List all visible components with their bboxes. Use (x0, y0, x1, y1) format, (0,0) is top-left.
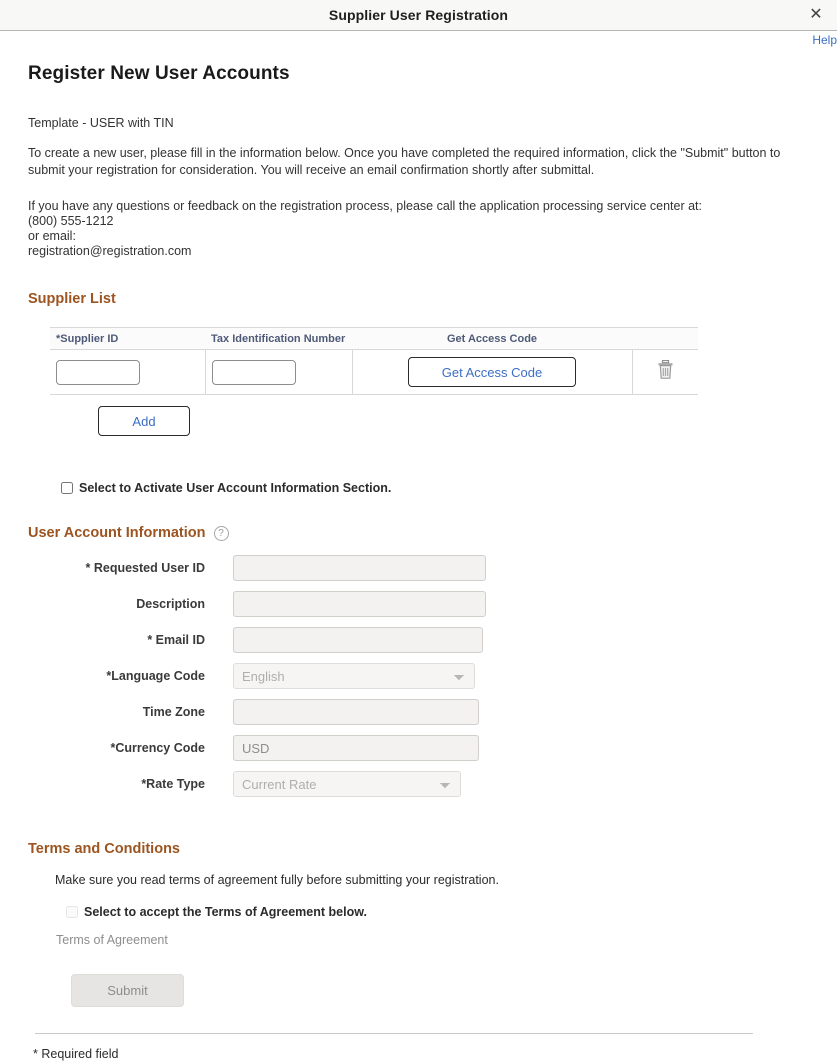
help-row (0, 31, 837, 53)
supplier-list-container (50, 327, 837, 436)
form-row-description (28, 591, 837, 617)
form-row-currency-code (28, 735, 837, 761)
tax-identification-number-input[interactable] (212, 360, 296, 385)
requested-user-id-input[interactable] (233, 555, 486, 581)
label-requested-user-id: * Requested User ID (85, 561, 205, 575)
add-button[interactable]: Add (98, 406, 190, 436)
cell-access-code (352, 350, 632, 395)
description-input[interactable] (233, 591, 486, 617)
label-time-zone: Time Zone (142, 705, 205, 719)
contact-intro-text: If you have any questions or feedback on the registration process, please call the application processing service center at: (28, 199, 702, 213)
time-zone-input[interactable] (233, 699, 479, 725)
label-rate-type: *Rate Type (141, 777, 205, 791)
form-row-email-id (28, 627, 837, 653)
submit-button[interactable]: Submit (71, 974, 184, 1007)
supplier-list-heading (28, 291, 837, 307)
user-account-form (28, 555, 837, 797)
supplier-table-body (50, 350, 698, 395)
user-account-information-heading (28, 525, 837, 541)
form-row-requested-user-id (28, 555, 837, 581)
email-id-input[interactable] (233, 627, 483, 653)
cell-tax-id (205, 350, 352, 395)
get-access-code-button[interactable]: Get Access Code (408, 357, 576, 387)
cell-supplier-id (50, 350, 205, 395)
window-title-bar (0, 0, 837, 31)
submit-row (71, 974, 837, 1007)
required-field-note: * Required field (33, 1047, 119, 1061)
close-icon[interactable]: ✕ (805, 4, 827, 26)
column-header-tax-id: Tax Identification Number (205, 328, 352, 350)
table-row (50, 350, 698, 395)
help-link[interactable]: Help (812, 33, 837, 47)
supplier-table-head (50, 328, 698, 350)
help-icon[interactable]: ? (214, 526, 229, 541)
supplier-table-header-row (50, 328, 698, 350)
user-account-information-heading-label: User Account Information (28, 525, 206, 541)
contact-paragraph (28, 199, 788, 259)
label-currency-code: *Currency Code (110, 741, 205, 755)
cell-delete (632, 350, 698, 395)
form-row-time-zone (28, 699, 837, 725)
column-header-supplier-id: *Supplier ID (50, 328, 205, 350)
form-row-rate-type (28, 771, 837, 797)
terms-and-conditions-heading-label: Terms and Conditions (28, 841, 180, 857)
accept-terms-row[interactable] (66, 905, 837, 919)
label-description: Description (136, 597, 205, 611)
accept-terms-checkbox[interactable] (66, 906, 78, 918)
contact-phone: (800) 555-1212 (28, 214, 114, 228)
page-content (0, 63, 837, 1061)
supplier-id-input[interactable] (56, 360, 140, 385)
window-title: Supplier User Registration (328, 7, 509, 23)
supplier-table (50, 327, 698, 395)
terms-of-agreement-link[interactable]: Terms of Agreement (56, 933, 168, 947)
terms-instruction: Make sure you read terms of agreement fully before submitting your registration. (55, 873, 499, 887)
rate-type-select[interactable] (233, 771, 461, 797)
page-title: Register New User Accounts (28, 63, 290, 84)
footer-divider (35, 1033, 753, 1034)
supplier-list-heading-label: Supplier List (28, 291, 116, 307)
contact-email-label: or email: (28, 229, 76, 243)
terms-and-conditions-heading (28, 841, 837, 857)
activate-user-account-checkbox[interactable] (61, 482, 73, 494)
form-row-language-code (28, 663, 837, 689)
contact-email: registration@registration.com (28, 244, 192, 258)
column-header-delete (632, 328, 698, 350)
intro-paragraph: To create a new user, please fill in the information below. Once you have completed the required information, click the "Submit" button to submit your registration for consideration. You will receive an email confirmation shortly after submittal. (28, 146, 781, 177)
label-email-id: * Email ID (147, 633, 205, 647)
label-language-code: *Language Code (106, 669, 205, 683)
template-line: Template - USER with TIN (28, 116, 174, 130)
activate-user-account-row[interactable] (61, 481, 837, 495)
trash-icon[interactable] (657, 360, 674, 380)
currency-code-input[interactable] (233, 735, 479, 761)
column-header-access-code: Get Access Code (352, 328, 632, 350)
activate-user-account-label: Select to Activate User Account Information Section. (79, 481, 392, 495)
language-code-select[interactable] (233, 663, 475, 689)
accept-terms-label: Select to accept the Terms of Agreement below. (84, 905, 367, 919)
